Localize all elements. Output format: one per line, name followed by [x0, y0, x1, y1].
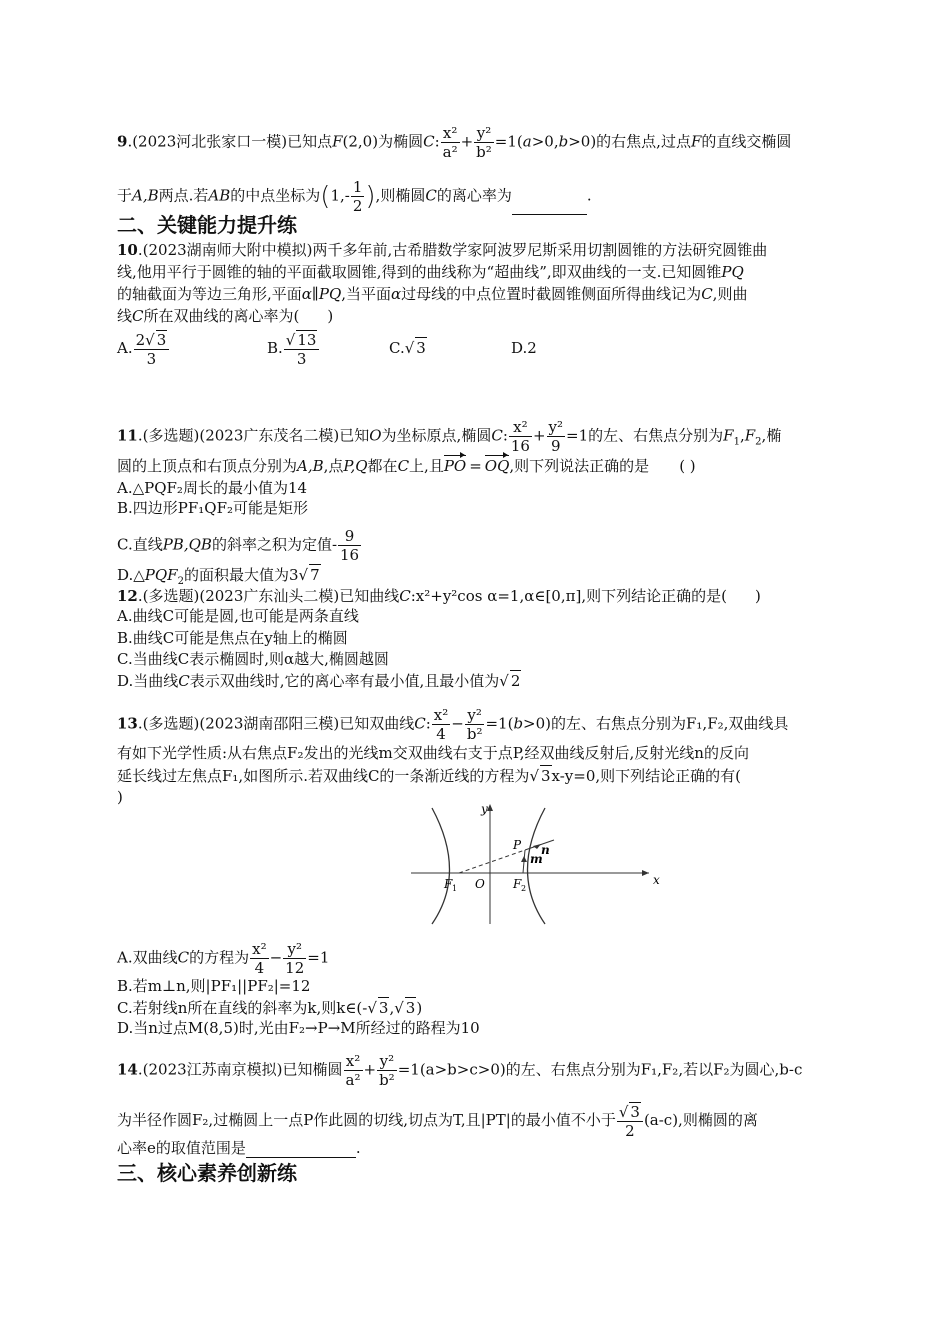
q10-line4: 线C所在双曲线的离心率为( ): [117, 307, 334, 325]
label-p: P: [513, 838, 522, 852]
q9-frac-x2-a2: $\frac{\text{x²}}{\text{a²}}$: [442, 124, 458, 161]
q11-option-c[interactable]: C.直线PB,QB的斜率之积为定值- $\frac{9}{16}$: [117, 527, 360, 564]
q10-option-d[interactable]: D.2: [511, 339, 537, 357]
label-f2: F: [513, 877, 522, 891]
hyperbola-left-branch: [432, 808, 450, 924]
label-f1: F: [444, 877, 453, 891]
q13-option-b[interactable]: B.若m⊥n,则|PF₁||PF₂|=12: [117, 977, 311, 995]
q14-answer-blank[interactable]: [246, 1157, 356, 1158]
label-origin: O: [475, 877, 485, 891]
y-axis-arrow: [487, 804, 493, 811]
q13-line1: 13.(多选题)(2023湖南邵阳三模)已知双曲线C: $\frac{\text{x²}}{4}$ − $\frac{\text{y²}}{\text{b²}}$ =1(b>0)的左、右焦点分别为F₁,F₂,双曲线具: [117, 706, 789, 743]
q14-line3: 心率e的取值范围是 .: [117, 1139, 361, 1157]
q13-option-d[interactable]: D.当n过点M(8,5)时,光由F₂→P→M所经过的路程为10: [117, 1019, 480, 1037]
label-f2-sub: 2: [521, 884, 527, 893]
q10-line2: 线,他用平行于圆锥的轴的平面截取圆锥,得到的曲线称为“超曲线”,即双曲线的一支.已知圆锥PQ: [117, 263, 744, 281]
label-m: m: [530, 852, 543, 866]
q10-line3: 的轴截面为等边三角形,平面α∥PQ,当平面α过母线的中点位置时截圆锥侧面所得曲线记为C,则曲: [117, 285, 748, 303]
ray-n-arrow: [533, 844, 541, 849]
q10-options: [117, 330, 537, 368]
hyperbola-figure: [409, 800, 669, 926]
q11-option-b[interactable]: B.四边形PF₁QF₂可能是矩形: [117, 499, 309, 517]
q11-option-d[interactable]: $D.\triangle PQF_2$的面积最大值为3√ 7: [117, 566, 320, 587]
q13-option-a[interactable]: A.双曲线C的方程为 $\frac{\text{x²}}{4}$ − $\frac{\text{y²}}{12}$ =1: [117, 940, 330, 977]
q12-option-c[interactable]: C.当曲线C表示椭圆时,则α越大,椭圆越圆: [117, 650, 389, 668]
q9-line2: 于A,B两点.若AB的中点坐标为(1,- $\frac{1}{2}$ ),则椭圆C的离心率为 .: [117, 178, 592, 215]
q9-frac-half: $\frac{1}{2}$: [352, 178, 363, 215]
ray-extension-dashed: [459, 850, 525, 873]
label-f1-sub: 1: [452, 884, 458, 893]
q13-line2: 有如下光学性质:从右焦点F₂发出的光线m交双曲线右支于点P,经双曲线反射后,反射光线n的反向: [117, 744, 749, 762]
q10-line1: 10.(2023湖南师大附中模拟)两千多年前,古希腊数学家阿波罗尼斯采用切割圆锥的方法研究圆锥曲: [117, 241, 768, 259]
q11-line2: 圆的上顶点和右顶点分别为A,B,点P,Q都在C上,且PO = OQ,则下列说法正确的是 ( ): [117, 457, 696, 475]
q13-line4: ): [117, 788, 123, 806]
label-x: x: [653, 873, 660, 887]
q9-frac-y2-b2: $\frac{\text{y²}}{\text{b²}}$: [476, 124, 492, 161]
hyperbola-right-branch: [528, 808, 546, 924]
q13-option-c[interactable]: C.若射线n所在直线的斜率为k,则k∈(-√ 3,√ 3): [117, 999, 423, 1017]
label-y: y: [481, 802, 488, 816]
q12-option-a[interactable]: A.曲线C可能是圆,也可能是两条直线: [117, 607, 359, 625]
q9-answer-blank[interactable]: [512, 214, 587, 215]
q14-line1: 14.(2023江苏南京模拟)已知椭圆 $\frac{\text{x²}}{\text{a²}}$ + $\frac{\text{y²}}{\text{b²}}$ =1(a>b>c>0)的左、右焦点分别为F₁,F₂,若以F₂为圆心,b-c: [117, 1052, 803, 1089]
q11-line1: 11.(多选题)(2023广东茂名二模)已知O为坐标原点,椭圆C: $\frac{\text{x²}}{16}$ + $\frac{\text{y²}}{9}$ =1的左、右焦点分别为$F_1,F_2$,椭: [117, 418, 782, 455]
section-heading-2: 二、关键能力提升练: [117, 213, 297, 237]
section-heading-3: 三、核心素养创新练: [117, 1161, 297, 1185]
ray-m-arrow: [521, 856, 527, 862]
q10-option-b[interactable]: B. $\frac{√ 13}{3}$: [267, 330, 389, 368]
q12-line1: 12.(多选题)(2023广东汕头二模)已知曲线C:x²+y²cos α=1,α∈[0,π],则下列结论正确的是( ): [117, 587, 761, 605]
q10-option-c[interactable]: C.√ 3: [389, 339, 426, 357]
x-axis-arrow: [642, 870, 649, 876]
q11-option-a[interactable]: A.△PQF₂周长的最小值为14: [117, 479, 308, 497]
q12-option-b[interactable]: B.曲线C可能是焦点在y轴上的椭圆: [117, 629, 348, 647]
q12-option-d[interactable]: D.当曲线C表示双曲线时,它的离心率有最小值,且最小值为√ 2: [117, 672, 521, 690]
q13-line3: 延长线过左焦点F₁,如图所示.若双曲线C的一条渐近线的方程为√ 3x-y=0,则下列结论正确的有(: [117, 767, 742, 785]
q9-line1: 9.(2023河北张家口一模)已知点F(2,0)为椭圆C: $\frac{\text{x²}}{\text{a²}}$ + $\frac{\text{y²}}{\text{b²}}$ =1(a>0,b>0)的右焦点,过点F的直线交椭圆: [117, 124, 792, 161]
q14-line2: 为半径作圆F₂,过椭圆上一点P作此圆的切线,切点为T,且|PT|的最小值不小于 $\frac{√ 3}{2}$ (a-c),则椭圆的离: [117, 1103, 758, 1140]
q10-option-a[interactable]: A. $\frac{2√ 3}{3}$: [117, 330, 267, 368]
q9-number: 9: [117, 132, 128, 151]
label-n: n: [541, 843, 550, 857]
